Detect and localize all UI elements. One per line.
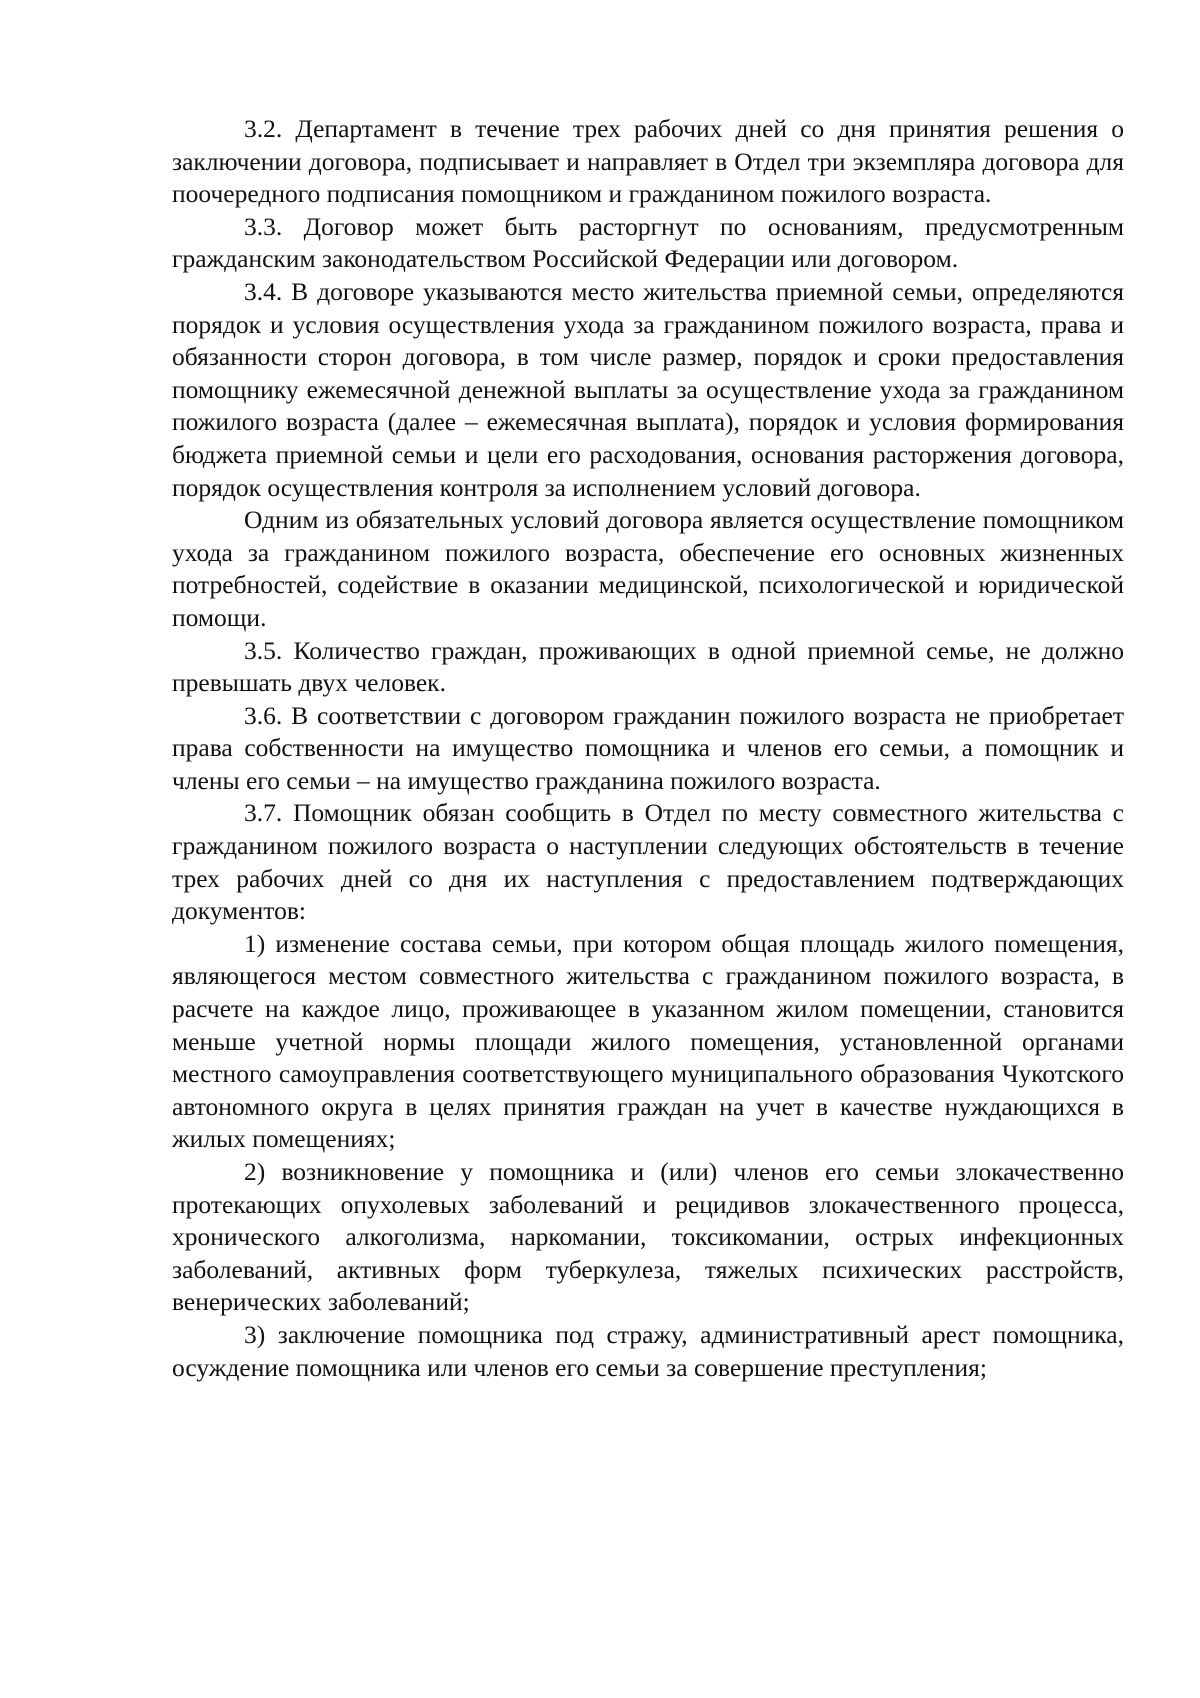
list-item-2: 2) возникновение у помощника и (или) членов его семьи злокачественно протекающих опухолевых заболеваний и рецидивов злокачественного процесса, хронического алкоголизма, наркомании, токсикомании, острых инфекционных заболеваний, активных форм туберкулеза, тяжелых психических расстройств, венерических заболеваний;: [172, 1157, 1124, 1317]
paragraph-3-2: 3.2. Департамент в течение трех рабочих дней со дня принятия решения о заключении договора, подписывает и направляет в Отдел три экземпляра договора для поочередного подписания помощником и гражданином пожилого возраста.: [172, 114, 1124, 209]
paragraph-3-5: 3.5. Количество граждан, проживающих в одной приемной семье, не должно превышать двух человек.: [172, 635, 1124, 698]
paragraph-3-4: 3.4. В договоре указываются место жительства приемной семьи, определяются порядок и условия осуществления ухода за гражданином пожилого возраста, права и обязанности сторон договора, в том числе размер, порядок и сроки предоставления помощнику ежемесячной денежной выплаты за осуществление ухода за гражданином пожилого возраста (далее – ежемесячная выплата), порядок и условия формирования бюджета приемной семьи и цели его расходования, основания расторжения договора, порядок осуществления контроля за исполнением условий договора.: [172, 276, 1124, 502]
paragraph-mandatory-conditions: Одним из обязательных условий договора является осуществление помощником ухода за гражданином пожилого возраста, обеспечение его основных жизненных потребностей, содействие в оказании медицинской, психологической и юридической помощи.: [172, 505, 1124, 632]
paragraph-3-6: 3.6. В соответствии с договором гражданин пожилого возраста не приобретает права собственности на имущество помощника и членов его семьи, а помощник и члены его семьи – на имущество гражданина пожилого возраста.: [172, 700, 1124, 795]
list-item-1: 1) изменение состава семьи, при котором общая площадь жилого помещения, являющегося местом совместного жительства с гражданином пожилого возраста, в расчете на каждое лицо, проживающее в указанном жилом помещении, становится меньше учетной нормы площади жилого помещения, установленной органами местного самоуправления соответствующего муниципального образования Чукотского автономного округа в целях принятия граждан на учет в качестве нуждающихся в жилых помещениях;: [172, 928, 1124, 1154]
list-item-3: 3) заключение помощника под стражу, административный арест помощника, осуждение помощника или членов его семьи за совершение преступления;: [172, 1319, 1124, 1382]
paragraph-3-7: 3.7. Помощник обязан сообщить в Отдел по месту совместного жительства с гражданином пожилого возраста о наступлении следующих обстоятельств в течение трех рабочих дней со дня их наступления с предоставлением подтверждающих документов:: [172, 798, 1124, 926]
paragraph-3-3: 3.3. Договор может быть расторгнут по основаниям, предусмотренным гражданским законодательством Российской Федерации или договором.: [172, 211, 1124, 274]
